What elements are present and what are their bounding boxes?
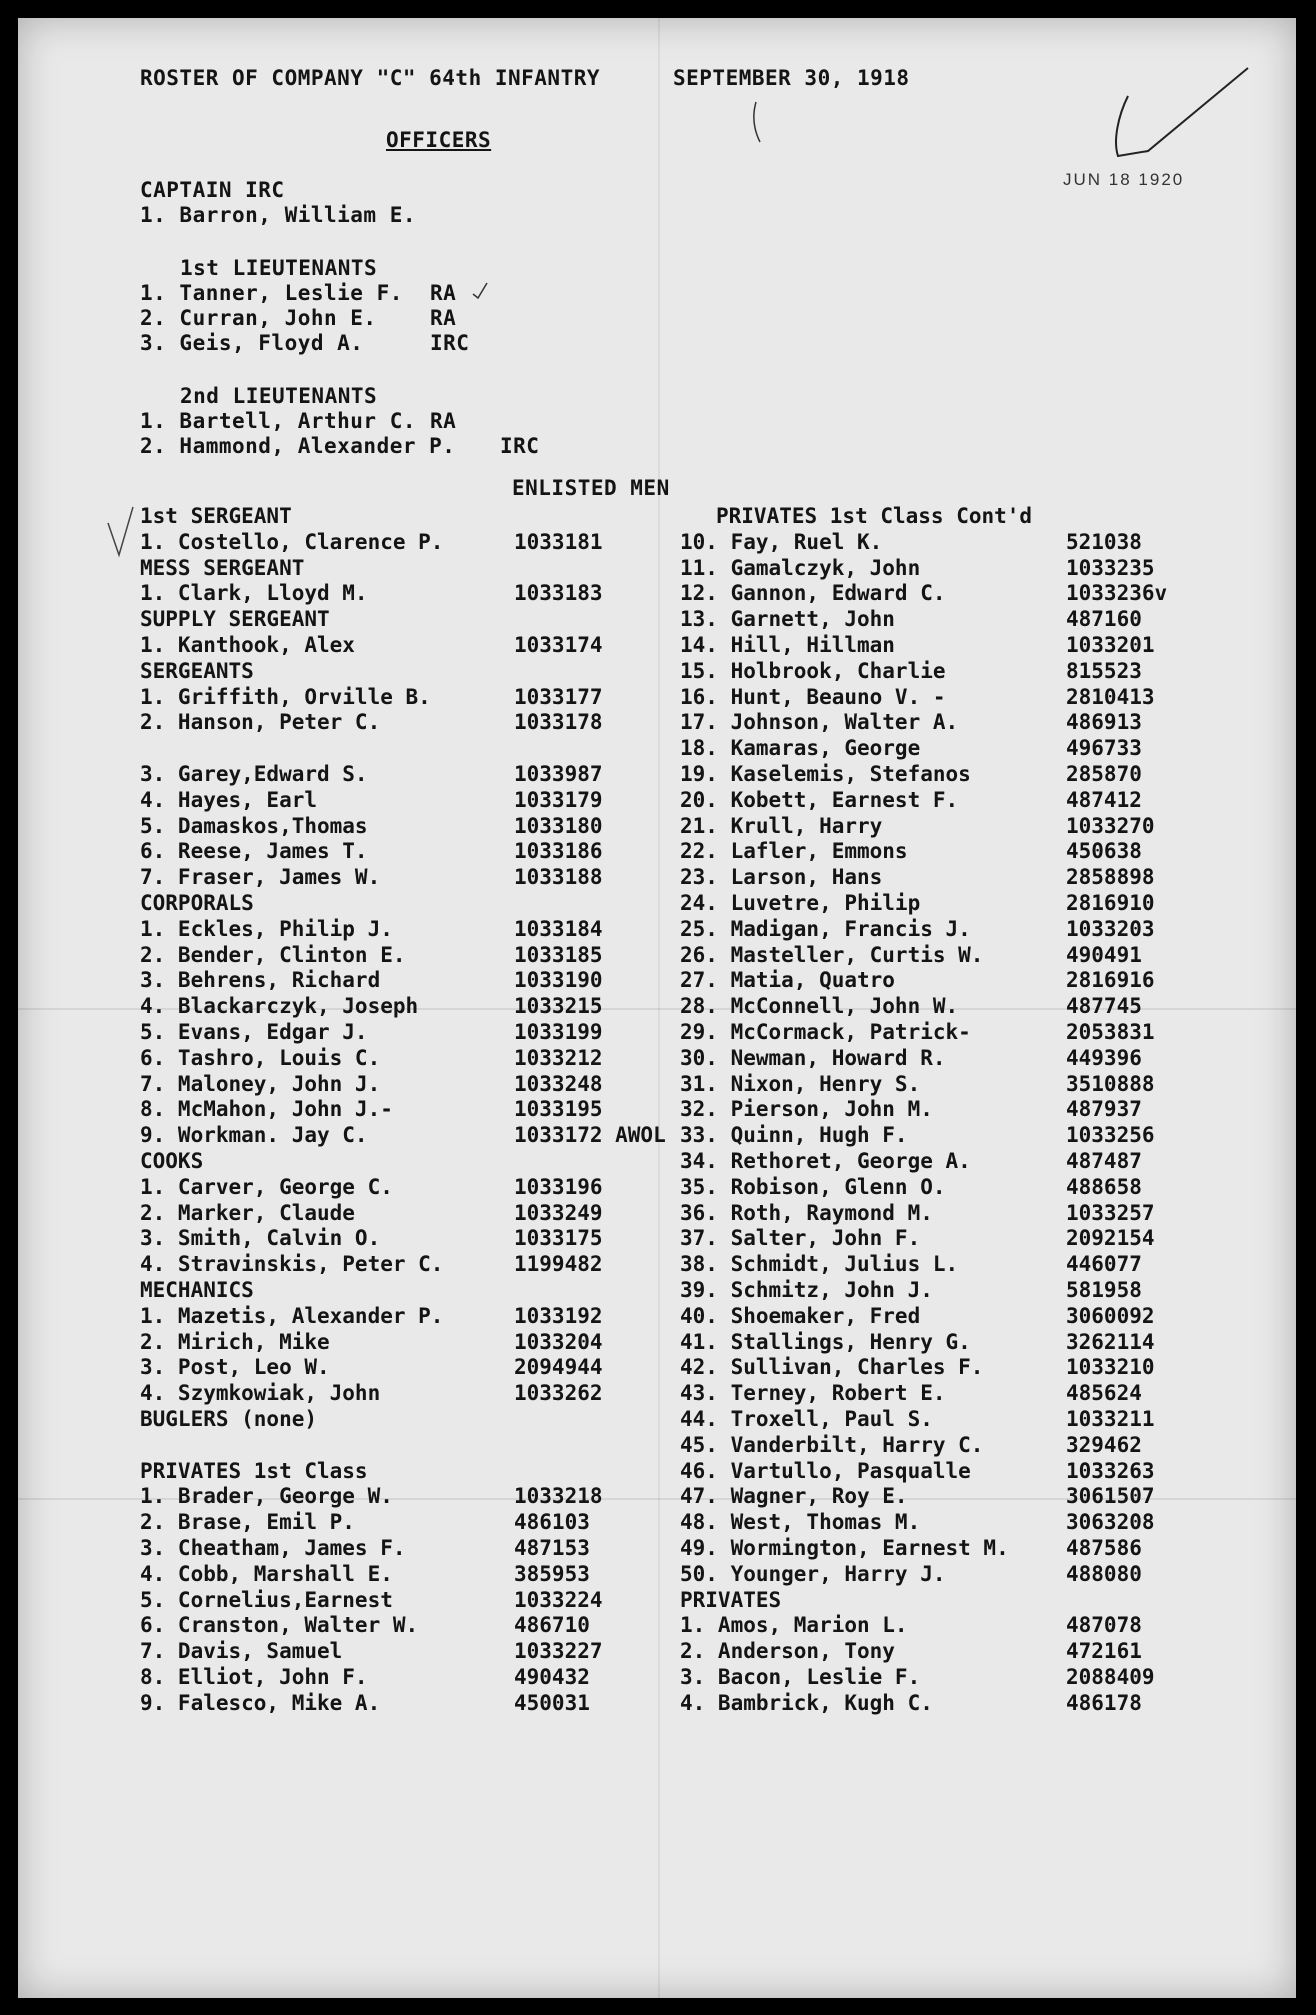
checkmark-icon bbox=[470, 280, 490, 302]
service-number: 487745 bbox=[1066, 994, 1142, 1019]
service-number: 1033249 bbox=[514, 1200, 603, 1225]
roster-entry-name: 3. Smith, Calvin O. bbox=[140, 1226, 381, 1251]
roster-entry-name: 3. Bacon, Leslie F. bbox=[680, 1665, 921, 1689]
roster-entry-name: 2. Anderson, Tony bbox=[680, 1639, 895, 1664]
section-heading: SUPPLY SERGEANT bbox=[140, 607, 330, 632]
service-number: 3061507 bbox=[1066, 1484, 1155, 1509]
service-number: 521038 bbox=[1066, 529, 1142, 554]
officer-name: 1. Bartell, Arthur C. bbox=[140, 409, 417, 433]
roster-document bbox=[18, 18, 1296, 1998]
roster-entry-name: 4. Cobb, Marshall E. bbox=[140, 1561, 393, 1586]
roster-entry-name: 14. Hill, Hillman bbox=[680, 633, 895, 657]
captain-name: 1. Barron, William E. bbox=[140, 203, 417, 227]
roster-entry-name: 16. Hunt, Beauno V. - bbox=[680, 684, 946, 709]
service-number: 446077 bbox=[1066, 1252, 1142, 1277]
roster-entry-name: 7. Fraser, James W. bbox=[140, 865, 381, 890]
roster-entry-name: 28. McConnell, John W. bbox=[680, 994, 959, 1019]
roster-entry-name: 2. Marker, Claude bbox=[140, 1200, 355, 1225]
service-number: 1033270 bbox=[1066, 813, 1155, 838]
service-number: 1033177 bbox=[514, 684, 603, 709]
service-number: 1033188 bbox=[514, 865, 603, 890]
section-heading: 1st SERGEANT bbox=[140, 504, 292, 528]
service-number: 2810413 bbox=[1066, 684, 1155, 709]
roster-entry-name: 2. Bender, Clinton E. bbox=[140, 942, 406, 967]
officer-name: 2. Hammond, Alexander P. bbox=[140, 434, 456, 458]
service-number: 2088409 bbox=[1066, 1665, 1155, 1689]
roster-entry-name: 3. Post, Leo W. bbox=[140, 1355, 330, 1380]
roster-entry-name: 47. Wagner, Roy E. bbox=[680, 1484, 908, 1509]
service-number: 3063208 bbox=[1066, 1510, 1155, 1535]
service-number: 490491 bbox=[1066, 942, 1142, 967]
roster-entry-name: 1. Brader, George W. bbox=[140, 1484, 393, 1509]
service-number: 486710 bbox=[514, 1613, 590, 1638]
roster-entry-name: 4. Blackarczyk, Joseph bbox=[140, 994, 419, 1019]
roster-entry-name: 1. Kanthook, Alex bbox=[140, 633, 355, 657]
officer-name: 3. Geis, Floyd A. bbox=[140, 331, 364, 355]
service-number: 2053831 bbox=[1066, 1020, 1155, 1044]
roster-entry-name: 11. Gamalczyk, John bbox=[680, 555, 921, 580]
service-number: 496733 bbox=[1066, 736, 1142, 761]
service-number: 487586 bbox=[1066, 1536, 1142, 1560]
roster-entry-name: 4. Stravinskis, Peter C. bbox=[140, 1252, 444, 1277]
service-number: 487487 bbox=[1066, 1149, 1142, 1173]
roster-entry-name: 6. Reese, James T. bbox=[140, 839, 368, 864]
roster-entry-name: 5. Damaskos,Thomas bbox=[140, 813, 368, 838]
roster-entry-name: 25. Madigan, Francis J. bbox=[680, 916, 971, 941]
service-number: 1033227 bbox=[514, 1639, 603, 1664]
service-number: 1033235 bbox=[1066, 555, 1155, 580]
roster-entry-name: 24. Luvetre, Philip bbox=[680, 891, 921, 915]
service-number: 1033185 bbox=[514, 942, 603, 967]
service-number: 486103 bbox=[514, 1510, 590, 1535]
service-number: 488658 bbox=[1066, 1174, 1142, 1199]
roster-entry-name: 4. Szymkowiak, John bbox=[140, 1381, 381, 1406]
service-number: 1033196 bbox=[514, 1174, 603, 1199]
service-number: 449396 bbox=[1066, 1045, 1142, 1070]
service-number: 3510888 bbox=[1066, 1071, 1155, 1096]
roster-entry-name: 9. Workman. Jay C. bbox=[140, 1123, 368, 1148]
roster-entry-name: 5. Cornelius,Earnest bbox=[140, 1587, 393, 1612]
roster-entry-name: 1. Amos, Marion L. bbox=[680, 1613, 908, 1638]
pen-checkmark-icon bbox=[1088, 56, 1258, 176]
roster-entry-name: 3. Cheatham, James F. bbox=[140, 1536, 406, 1560]
service-number: 1033201 bbox=[1066, 633, 1155, 657]
service-number: 815523 bbox=[1066, 658, 1142, 683]
roster-entry-name: 23. Larson, Hans bbox=[680, 865, 883, 890]
roster-entry-name: 44. Troxell, Paul S. bbox=[680, 1407, 933, 1431]
roster-entry-name: 3. Behrens, Richard bbox=[140, 968, 381, 993]
roster-entry-name: 2. Hanson, Peter C. bbox=[140, 710, 381, 735]
service-number: 329462 bbox=[1066, 1432, 1142, 1457]
roster-entry-name: 6. Cranston, Walter W. bbox=[140, 1613, 419, 1638]
section-heading: PRIVATES bbox=[680, 1587, 782, 1612]
enlisted-men-heading: ENLISTED MEN bbox=[512, 476, 670, 500]
roster-entry-name: 21. Krull, Harry bbox=[680, 813, 883, 838]
roster-entry-name: 17. Johnson, Walter A. bbox=[680, 710, 959, 735]
received-date-stamp: JUN 18 1920 bbox=[1063, 170, 1185, 189]
roster-entry-name: 40. Shoemaker, Fred bbox=[680, 1303, 921, 1328]
roster-entry-name: 38. Schmidt, Julius L. bbox=[680, 1252, 959, 1277]
service-number: 1033212 bbox=[514, 1045, 603, 1070]
roster-entry-name: 12. Gannon, Edward C. bbox=[680, 581, 946, 606]
roster-entry-name: 31. Nixon, Henry S. bbox=[680, 1071, 921, 1096]
officer-rank: RA bbox=[430, 306, 457, 330]
service-number: 1033218 bbox=[514, 1484, 603, 1509]
roster-entry-name: 37. Salter, John F. bbox=[680, 1226, 921, 1251]
service-number: 285870 bbox=[1066, 762, 1142, 786]
first-lieutenants-heading: 1st LIEUTENANTS bbox=[180, 256, 378, 280]
service-number: 1033236v bbox=[1066, 581, 1168, 606]
section-heading: PRIVATES 1st Class Cont'd bbox=[716, 504, 1033, 528]
service-number: 450638 bbox=[1066, 839, 1142, 864]
service-number: 472161 bbox=[1066, 1639, 1142, 1664]
service-number: 1033263 bbox=[1066, 1458, 1155, 1483]
service-number: 2858898 bbox=[1066, 865, 1155, 890]
service-number: 487078 bbox=[1066, 1613, 1142, 1638]
officer-name: 2. Curran, John E. bbox=[140, 306, 377, 330]
roster-entry-name: 35. Robison, Glenn O. bbox=[680, 1174, 946, 1199]
service-number: 1033174 bbox=[514, 633, 603, 657]
service-number: 1033175 bbox=[514, 1226, 603, 1251]
service-number: 450031 bbox=[514, 1690, 590, 1715]
roster-entry-name: 45. Vanderbilt, Harry C. bbox=[680, 1432, 984, 1457]
roster-entry-name: 2. Brase, Emil P. bbox=[140, 1510, 355, 1535]
roster-entry-name: 32. Pierson, John M. bbox=[680, 1097, 933, 1122]
service-number: 1033224 bbox=[514, 1587, 603, 1612]
service-number: 487153 bbox=[514, 1536, 590, 1560]
roster-entry-name: 1. Clark, Lloyd M. bbox=[140, 581, 368, 606]
roster-entry-name: 29. McCormack, Patrick- bbox=[680, 1020, 971, 1044]
roster-entry-name: 6. Tashro, Louis C. bbox=[140, 1045, 381, 1070]
roster-entry-name: 3. Garey,Edward S. bbox=[140, 762, 368, 786]
roster-entry-name: 8. McMahon, John J.- bbox=[140, 1097, 393, 1122]
roster-entry-name: 4. Hayes, Earl bbox=[140, 787, 318, 812]
roster-entry-name: 15. Holbrook, Charlie bbox=[680, 658, 946, 683]
roster-entry-name: 50. Younger, Harry J. bbox=[680, 1561, 946, 1586]
roster-entry-name: 30. Newman, Howard R. bbox=[680, 1045, 946, 1070]
service-number: 1033180 bbox=[514, 813, 603, 838]
service-number: 1033257 bbox=[1066, 1200, 1155, 1225]
service-number: 486178 bbox=[1066, 1690, 1142, 1715]
roster-entry-name: 7. Davis, Samuel bbox=[140, 1639, 343, 1664]
captain-heading: CAPTAIN IRC bbox=[140, 178, 285, 202]
service-number: 1033190 bbox=[514, 968, 603, 993]
service-number: 1033199 bbox=[514, 1020, 603, 1044]
service-number: 2816916 bbox=[1066, 968, 1155, 993]
service-number: 488080 bbox=[1066, 1561, 1142, 1586]
officer-name: 1. Tanner, Leslie F. bbox=[140, 281, 403, 305]
service-number: 1033256 bbox=[1066, 1123, 1155, 1148]
roster-entry-name: 9. Falesco, Mike A. bbox=[140, 1690, 381, 1715]
officer-rank: IRC bbox=[430, 331, 470, 355]
roster-entry-name: 18. Kamaras, George bbox=[680, 736, 921, 761]
roster-entry-name: 49. Wormington, Earnest M. bbox=[680, 1536, 1009, 1560]
service-number: 1033204 bbox=[514, 1329, 603, 1354]
roster-entry-name: 7. Maloney, John J. bbox=[140, 1071, 381, 1096]
officer-rank: RA bbox=[430, 281, 457, 305]
roster-entry-name: 41. Stallings, Henry G. bbox=[680, 1329, 971, 1354]
roster-entry-name: 42. Sullivan, Charles F. bbox=[680, 1355, 984, 1380]
section-heading: CORPORALS bbox=[140, 891, 254, 915]
service-number: 1033248 bbox=[514, 1071, 603, 1096]
service-number: 1033215 bbox=[514, 994, 603, 1019]
officer-rank: IRC bbox=[500, 434, 540, 458]
section-heading: PRIVATES 1st Class bbox=[140, 1458, 368, 1483]
roster-entry-name: 13. Garnett, John bbox=[680, 607, 895, 632]
service-number: 1033172 AWOL bbox=[514, 1123, 666, 1148]
roster-entry-name: 27. Matia, Quatro bbox=[680, 968, 895, 993]
roster-entry-name: 36. Roth, Raymond M. bbox=[680, 1200, 933, 1225]
roster-entry-name: 22. Lafler, Emmons bbox=[680, 839, 908, 864]
roster-entry-name: 33. Quinn, Hugh F. bbox=[680, 1123, 908, 1148]
roster-entry-name: 1. Costello, Clarence P. bbox=[140, 529, 444, 554]
service-number: 1033179 bbox=[514, 787, 603, 812]
service-number: 1033183 bbox=[514, 581, 603, 606]
service-number: 485624 bbox=[1066, 1381, 1142, 1406]
section-heading: COOKS bbox=[140, 1149, 204, 1173]
service-number: 581958 bbox=[1066, 1278, 1142, 1302]
roster-entry-name: 46. Vartullo, Pasqualle bbox=[680, 1458, 971, 1483]
paper-fold-line bbox=[658, 18, 660, 1998]
roster-entry-name: 2. Mirich, Mike bbox=[140, 1329, 330, 1354]
service-number: 3060092 bbox=[1066, 1303, 1155, 1328]
section-heading: MESS SERGEANT bbox=[140, 555, 305, 580]
roster-entry-name: 1. Eckles, Philip J. bbox=[140, 916, 393, 941]
service-number: 1033203 bbox=[1066, 916, 1155, 941]
document-title: ROSTER OF COMPANY "C" 64th INFANTRY bbox=[140, 66, 601, 90]
service-number: 1033210 bbox=[1066, 1355, 1155, 1380]
roster-entry-name: 34. Rethoret, George A. bbox=[680, 1149, 971, 1173]
service-number: 2094944 bbox=[514, 1355, 603, 1380]
service-number: 487937 bbox=[1066, 1097, 1142, 1122]
roster-entry-name: 39. Schmitz, John J. bbox=[680, 1278, 933, 1302]
roster-entry-name: 5. Evans, Edgar J. bbox=[140, 1020, 368, 1044]
pen-mark-icon bbox=[748, 98, 768, 148]
service-number: 1033192 bbox=[514, 1303, 603, 1328]
service-number: 1033178 bbox=[514, 710, 603, 735]
roster-entry-name: 10. Fay, Ruel K. bbox=[680, 529, 883, 554]
service-number: 2816910 bbox=[1066, 891, 1155, 915]
section-heading: MECHANICS bbox=[140, 1278, 254, 1302]
checkmark-icon bbox=[103, 503, 137, 563]
service-number: 1033186 bbox=[514, 839, 603, 864]
section-heading: BUGLERS (none) bbox=[140, 1407, 318, 1431]
roster-entry-name: 8. Elliot, John F. bbox=[140, 1665, 368, 1689]
officers-heading: OFFICERS bbox=[386, 128, 492, 152]
service-number: 1033262 bbox=[514, 1381, 603, 1406]
service-number: 487160 bbox=[1066, 607, 1142, 632]
roster-entry-name: 19. Kaselemis, Stefanos bbox=[680, 762, 971, 786]
section-heading: SERGEANTS bbox=[140, 658, 254, 683]
service-number: 1033184 bbox=[514, 916, 603, 941]
roster-entry-name: 20. Kobett, Earnest F. bbox=[680, 787, 959, 812]
officer-rank: RA bbox=[430, 409, 457, 433]
roster-entry-name: 1. Carver, George C. bbox=[140, 1174, 393, 1199]
roster-entry-name: 4. Bambrick, Kugh C. bbox=[680, 1690, 933, 1715]
service-number: 486913 bbox=[1066, 710, 1142, 735]
roster-entry-name: 48. West, Thomas M. bbox=[680, 1510, 921, 1535]
roster-entry-name: 1. Mazetis, Alexander P. bbox=[140, 1303, 444, 1328]
roster-entry-name: 43. Terney, Robert E. bbox=[680, 1381, 946, 1406]
service-number: 1033987 bbox=[514, 762, 603, 786]
service-number: 1199482 bbox=[514, 1252, 603, 1277]
roster-entry-name: 26. Masteller, Curtis W. bbox=[680, 942, 984, 967]
service-number: 490432 bbox=[514, 1665, 590, 1689]
service-number: 1033195 bbox=[514, 1097, 603, 1122]
document-date: SEPTEMBER 30, 1918 bbox=[673, 66, 910, 90]
service-number: 2092154 bbox=[1066, 1226, 1155, 1251]
service-number: 487412 bbox=[1066, 787, 1142, 812]
service-number: 1033211 bbox=[1066, 1407, 1155, 1431]
service-number: 385953 bbox=[514, 1561, 590, 1586]
roster-entry-name: 1. Griffith, Orville B. bbox=[140, 684, 431, 709]
service-number: 3262114 bbox=[1066, 1329, 1155, 1354]
service-number: 1033181 bbox=[514, 529, 603, 554]
second-lieutenants-heading: 2nd LIEUTENANTS bbox=[180, 384, 378, 408]
